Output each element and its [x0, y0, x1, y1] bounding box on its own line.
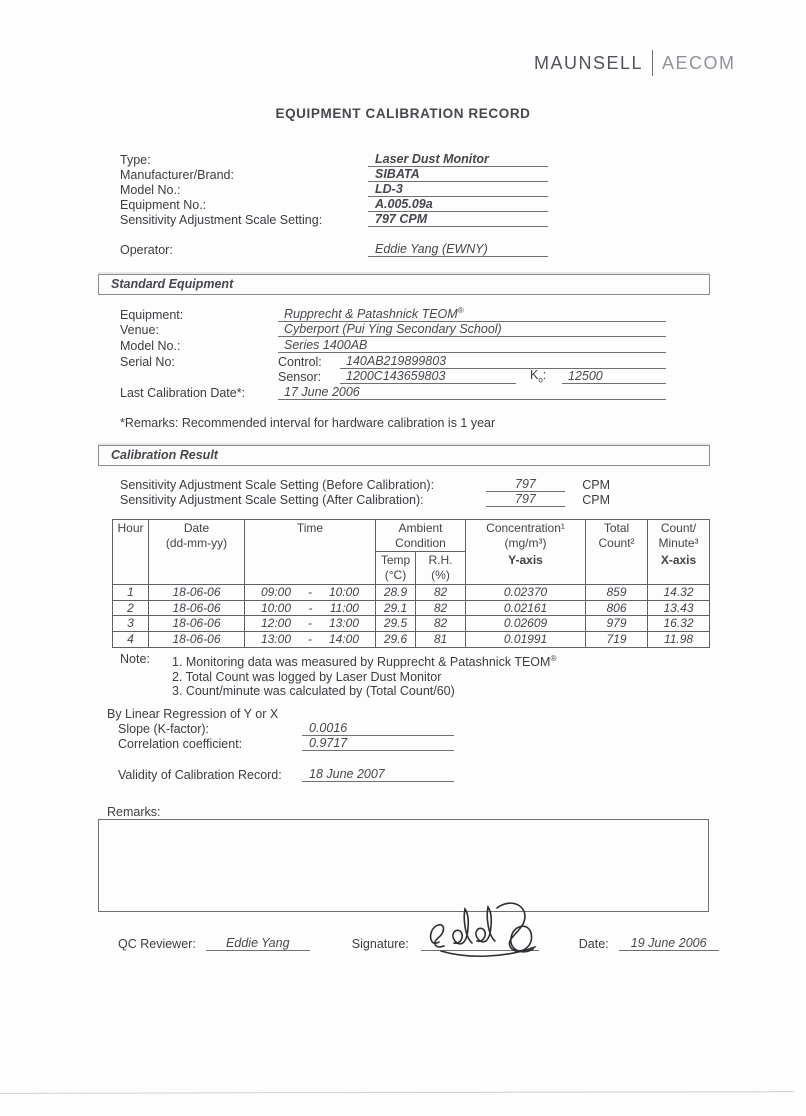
field-value: 12500 [562, 369, 666, 384]
cell-concentration: 0.02161 [466, 600, 586, 616]
signature-scribble [417, 900, 551, 962]
cell-date: 18-06-06 [149, 585, 245, 601]
header-line: (dd-mm-yy) [165, 535, 228, 550]
cell-temp: 29.5 [376, 616, 416, 632]
time-dash: - [308, 600, 313, 615]
registered-mark: ® [550, 654, 557, 663]
note-text: 1. Monitoring data was measured by Rupprecht & Patashnick TEOM [172, 655, 551, 670]
field-std-model [120, 337, 666, 353]
header-line: Temp [380, 553, 411, 567]
page-title: EQUIPMENT CALIBRATION RECORD [275, 106, 531, 121]
field-value: SIBATA [368, 167, 548, 182]
field-equipment-no [120, 197, 552, 212]
col-header-hour: Hour [113, 520, 149, 585]
standard-equipment-section-header: Standard Equipment [98, 274, 710, 295]
company-logo [534, 50, 736, 76]
cell-temp: 28.9 [376, 585, 416, 601]
cell-concentration: 0.01991 [466, 632, 586, 648]
regression-heading: By Linear Regression of Y or X [107, 707, 279, 721]
logo-maunsell: MAUNSELL [534, 52, 644, 73]
cell-concentration: 0.02370 [466, 585, 586, 601]
header-line: Count/ [660, 521, 697, 535]
slope-row [118, 721, 454, 736]
field-value: 0.0016 [302, 721, 454, 736]
note-line-2: 2. Total Count was logged by Laser Dust Monitor [172, 669, 442, 684]
date-value: 19 June 2006 [619, 936, 719, 951]
field-value: 797 CPM [368, 212, 548, 227]
calibration-data-table [112, 519, 710, 648]
field-value: Eddie Yang (EWNY) [368, 242, 548, 257]
field-label: Equipment: [120, 307, 184, 322]
standard-equipment-section [120, 306, 666, 400]
cell-hour: 3 [113, 616, 149, 632]
note-line-3: 3. Count/minute was calculated by (Total Count/60) [172, 684, 455, 699]
field-value: Series 1400AB [278, 338, 666, 353]
table-header-row-1 [113, 520, 710, 552]
field-value: LD-3 [368, 182, 548, 197]
table-row [113, 600, 710, 616]
y-axis-label: Y-axis [508, 553, 543, 567]
cell-temp: 29.1 [376, 600, 416, 616]
remarks-label: Remarks: [107, 805, 161, 819]
cell-concentration: 0.02609 [466, 616, 586, 632]
ko-subscript: o [538, 375, 543, 385]
field-value: 1200C143659803 [340, 369, 516, 384]
time-start: 13:00 [261, 631, 292, 646]
time-start: 10:00 [261, 600, 292, 615]
note-line-1 [172, 652, 556, 670]
cell-count-minute: 14.32 [648, 585, 710, 601]
field-std-equipment [120, 306, 666, 322]
cell-hour: 4 [113, 632, 149, 648]
field-sensitivity-setting [120, 212, 552, 227]
header-line: R.H. [428, 553, 453, 567]
field-value: 0.9717 [302, 736, 454, 751]
cell-total-count: 979 [586, 616, 648, 632]
field-model-no [120, 182, 552, 197]
col-header-date [149, 520, 245, 585]
header-line: Ambient [398, 521, 443, 535]
field-value: 797 [486, 492, 566, 507]
time-end: 13:00 [328, 616, 359, 631]
unit-label: CPM [582, 478, 610, 492]
remarks-box [98, 819, 709, 912]
field-operator [120, 242, 552, 257]
qc-reviewer-label: QC Reviewer: [118, 937, 196, 951]
field-type [120, 152, 552, 167]
cell-time [245, 600, 376, 616]
registered-mark: ® [457, 305, 464, 315]
cell-time [245, 616, 376, 632]
time-end: 11:00 [329, 600, 359, 615]
sensitivity-settings [120, 477, 610, 507]
field-label: Venue: [120, 323, 159, 338]
signature-line [421, 937, 539, 951]
field-label: Slope (K-factor): [118, 722, 210, 736]
time-start: 12:00 [261, 616, 292, 631]
x-axis-label: X-axis [660, 553, 697, 567]
signature-label: Signature: [351, 937, 409, 951]
field-label: Sensitivity Adjustment Scale Setting (Before Calibration): [120, 478, 435, 492]
field-value: 797 [486, 477, 566, 492]
field-label: Validity of Calibration Record: [118, 768, 282, 782]
footer-signoff [118, 936, 719, 951]
field-label: Manufacturer/Brand: [120, 168, 234, 182]
time-dash: - [308, 616, 312, 631]
header-line: (°C) [384, 567, 407, 582]
cell-time [245, 585, 376, 601]
cell-time [245, 632, 376, 648]
field-label: Model No.: [120, 183, 181, 197]
field-label: Correlation coefficient: [118, 737, 243, 751]
col-header-temp [376, 552, 416, 585]
note-section [120, 652, 556, 699]
time-start: 09:00 [261, 584, 292, 599]
cell-count-minute: 11.98 [648, 632, 710, 648]
sensitivity-after-row [120, 492, 610, 507]
col-header-total-count [586, 520, 648, 585]
field-label: Equipment No.: [120, 198, 207, 212]
field-value: A.005.09a [368, 197, 548, 212]
unit-label: CPM [582, 493, 610, 507]
equipment-info-section [120, 152, 552, 257]
field-manufacturer [120, 167, 552, 182]
field-label: Last Calibration Date*: [120, 386, 246, 401]
sensitivity-before-row [120, 477, 610, 492]
cell-date: 18-06-06 [149, 616, 245, 632]
cell-temp: 29.6 [376, 632, 416, 648]
cell-count-minute: 16.32 [648, 616, 710, 632]
note-lines [172, 652, 556, 699]
regression-section [107, 707, 454, 782]
time-end: 14:00 [328, 631, 359, 646]
table-row [113, 632, 710, 648]
field-last-calibration-date [120, 384, 666, 400]
scan-artifact-line [0, 1091, 794, 1094]
field-value: 140AB219899803 [340, 354, 666, 369]
validity-row [118, 767, 454, 782]
time-dash: - [308, 631, 312, 646]
regression-rows [107, 721, 454, 782]
col-header-count-minute [648, 520, 710, 585]
cell-total-count: 806 [586, 600, 648, 616]
field-label: Type: [120, 153, 151, 167]
header-line: Minute³ [658, 535, 699, 550]
cell-hour: 1 [113, 585, 149, 601]
time-end: 10:00 [328, 584, 359, 599]
header-line: Condition [395, 535, 446, 550]
field-label: Sensitivity Adjustment Scale Setting (After Calibration): [120, 493, 424, 507]
logo-divider [652, 50, 653, 76]
field-value: Cyberport (Pui Ying Secondary School) [278, 322, 666, 337]
cell-count-minute: 13.43 [648, 600, 710, 616]
ko-colon: : [542, 367, 547, 382]
sensor-label: Sensor: [278, 370, 322, 385]
field-serial-control [120, 353, 666, 369]
field-label: Model No.: [120, 339, 181, 354]
logo-aecom: AECOM [662, 52, 736, 73]
header-line: Date [183, 521, 210, 535]
ko-letter: K [530, 367, 539, 382]
field-value [278, 306, 666, 322]
cell-total-count: 859 [586, 585, 648, 601]
field-venue [120, 322, 666, 338]
hardware-calibration-remark: *Remarks: Recommended interval for hardware calibration is 1 year [120, 416, 496, 430]
table-row [113, 616, 710, 632]
cell-rh: 82 [416, 616, 466, 632]
field-serial-sensor [120, 369, 666, 385]
cell-rh: 82 [416, 585, 466, 601]
ko-label [530, 368, 562, 385]
calibration-result-section-header: Calibration Result [98, 445, 710, 466]
table-row [113, 585, 710, 601]
field-value: Laser Dust Monitor [368, 152, 548, 167]
field-label: Serial No: [120, 354, 175, 369]
cell-date: 18-06-06 [149, 600, 245, 616]
cell-date: 18-06-06 [149, 632, 245, 648]
col-header-ambient [376, 520, 466, 552]
header-line: (%) [431, 567, 450, 582]
date-label: Date: [578, 937, 609, 951]
correlation-row [118, 736, 454, 751]
cell-hour: 2 [113, 600, 149, 616]
cell-rh: 81 [416, 632, 466, 648]
field-value: 18 June 2007 [302, 767, 454, 782]
cell-rh: 82 [416, 600, 466, 616]
col-header-time: Time [245, 520, 376, 585]
field-value: 17 June 2006 [278, 385, 666, 400]
field-label: Operator: [120, 243, 173, 257]
field-label: Sensitivity Adjustment Scale Setting: [120, 213, 323, 227]
header-line: Concentration¹ [486, 521, 565, 535]
header-line: Count² [598, 535, 635, 550]
header-line: (mg/m³) [504, 535, 547, 550]
header-line: Total [603, 521, 630, 535]
equipment-name: Rupprecht & Patashnick TEOM [284, 306, 458, 321]
control-label: Control: [278, 354, 322, 369]
col-header-rh [416, 552, 466, 585]
cell-total-count: 719 [586, 632, 648, 648]
time-dash: - [308, 584, 312, 599]
note-label: Note: [120, 652, 150, 666]
qc-reviewer-value: Eddie Yang [206, 936, 310, 951]
col-header-concentration [466, 520, 586, 585]
